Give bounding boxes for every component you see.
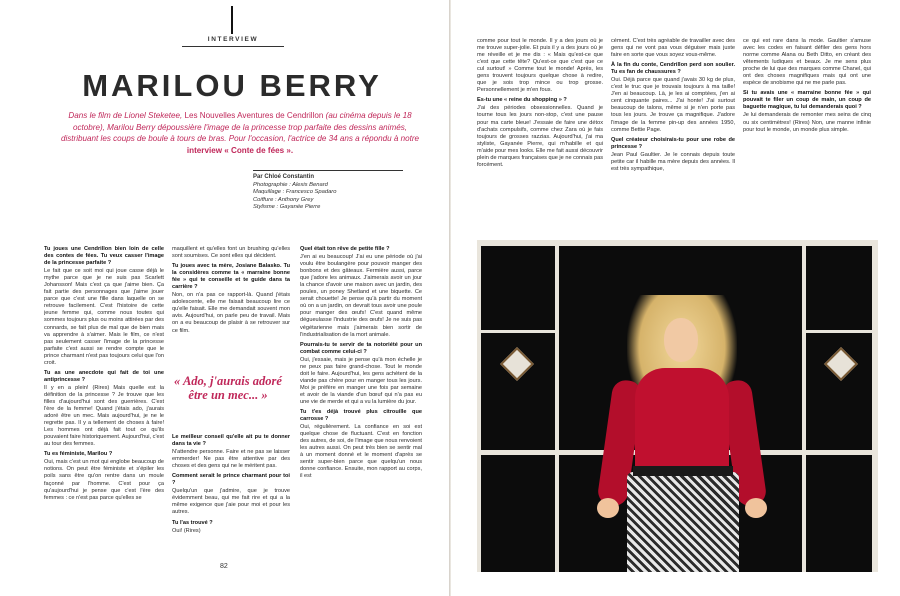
question: Es-tu une « reine du shopping » ?	[477, 97, 567, 104]
subject-belt	[633, 466, 733, 476]
answer: Il y en a plein! (Rires) Mais quelle est la définition de la princesse ? Je trouve que les filles d'aujourd'hui sont des guerrières. C'est l'ère de la femme! Quand j'étais ado, j'aurais adoré être un mec. Mais aujourd'hui, je ne le regrette pas. Il y a tellement de choses à faire! Les hommes ont déjà fait tout ce qu'ils pouvaient faire historiquement. Aujourd'hui, c'est au tour des femmes.	[44, 384, 164, 448]
text-column-1	[44, 246, 164, 566]
intro-part1: Dans le film de Lionel Steketee,	[68, 111, 185, 120]
subject-face	[664, 318, 698, 362]
photo-frame-left	[477, 240, 481, 572]
answer: Quelqu'un que j'admire, que je trouve évidemment beau, qui me fait rire et qui a la même exigence que j'aie pour moi et pour les autres.	[172, 488, 290, 516]
question: Tu t'es déjà trouvé plus citrouille que carrosse ?	[300, 409, 422, 423]
answer: cément. C'est très agréable de travailler avec des gens qui ne vont pas vous déguiser mais juste faire en sorte que vous soyez vous-même.	[611, 38, 735, 59]
credits-block	[253, 170, 403, 212]
question: Le meilleur conseil qu'elle ait pu te donner dans ta vie ?	[172, 434, 290, 448]
article-title: MARILOU BERRY	[82, 68, 382, 103]
question: Quel était ton rêve de petite fille ?	[300, 246, 390, 252]
answer: Je lui demanderais de remonter mes seins de cinq ou six centimètres! (Rires) Non, une manne infinie pour tout le monde, un monde plus simple.	[743, 112, 871, 133]
diamond-ornament-left	[500, 347, 534, 381]
photo-frame-top	[477, 240, 878, 246]
photo-frame-v1	[555, 240, 559, 572]
credit-style: Stylisme : Gayanée Pierre	[253, 204, 321, 210]
question: Tu joues avec ta mère, Josiane Balasko. Tu la considères comme ta « marraine bonne fée » qui te conseille et te guide dans ta carrière ?	[172, 263, 290, 291]
intro-film: Les Nouvelles Aventures de Cendrillon	[184, 111, 324, 120]
question: Tu l'as trouvé ?	[172, 519, 213, 526]
portrait-photo	[477, 240, 878, 572]
top-vertical-rule	[231, 6, 233, 34]
text-column-3	[300, 246, 422, 566]
pull-quote: « Ado, j'aurais adoré être un mec... »	[174, 374, 282, 402]
intro-strong: interview « Conte de fées ».	[186, 145, 294, 155]
answer: J'en ai eu beaucoup! J'ai eu une période où j'ai voulu être boulangère pour pouvoir manger des bonbons et des gâteaux. Fermière aussi, parce que j'adore les animaux. J'aimerais avoir un jour la chance d'avoir une maison avec un jardin, des poules, un poney Shetland et une biquette. Ce serait chouette! Je pense qu'à partir du moment où on a un jardin, on devrait tous avoir une poule pour manger des œufs! C'est quand même dégueulasse l'industrie des œufs! Je ne suis pas végétarienne mais j'aimerais bien sortir de l'industrialisation de la mort animale.	[300, 254, 422, 338]
credit-hair: Coiffure : Anthony Grey	[253, 196, 314, 203]
text-column-2-lower	[172, 434, 290, 564]
text-column-4	[477, 38, 603, 236]
photo-frame-right	[872, 240, 878, 572]
answer: Jean Paul Gaultier. Je le connais depuis toute petite car il habille ma mère depuis des années. Il est très sympathique,	[611, 151, 735, 172]
answer: N'attendre personne. Faire et ne pas se laisser emmerder! Ne pas être attentive par des choses et des gens qui ne le méritent pas.	[172, 449, 290, 470]
answer: comme pour tout le monde. Il y a des jours où je me trouve super-jolie. Et puis il y a des jours où je me réveille et je me dis : « Mais qu'est-ce que c'est que cette tête? Qu'est-ce que c'est que ce cul surtout! » Comme tout le monde! Après, les gens trouvent toujours quelque chose à redire, que je sois trop mince ou trop grosse. Personnellement je m'en fous.	[477, 38, 603, 94]
question: À la fin du conte, Cendrillon perd son soulier. Tu es fan de chaussures ?	[611, 62, 735, 76]
answer: Oui, mais c'est un mot qui englobe beaucoup de notions. On peut être féministe et s'épiler les poils sans être qu'on rentre dans un moule façonné par l'homme. C'est pour ça qu'aujourd'hui je pense que c'est l'ère des femmes : ce n'est pas parce qu'elles se	[44, 459, 164, 501]
left-page	[0, 0, 449, 596]
subject-hand-right	[745, 498, 767, 518]
question: Tu joues une Cendrillon bien loin de celle des contes de fées. Tu veux casser l'image de la princesse parfaite ?	[44, 246, 164, 267]
subject-hand-left	[597, 498, 619, 518]
answer: Oui. Déjà parce que quand j'avais 30 kg de plus, c'est le truc que je trouvais toujours à ma taille! J'en ai beaucoup. Là, je les ai comptées, j'en ai cent cinquante paires... J'ai honte! J'ai surtout beaucoup de talons, même si je n'en porte pas tous les jours. Je trouve ça magnifique. J'adore l'image de la femme pin-up des années 1950, comme Bettie Page.	[611, 77, 735, 133]
question: Tu es féministe, Marilou ?	[44, 451, 113, 458]
credit-photo: Photographie : Alexis Benard	[253, 181, 328, 188]
section-kicker: INTERVIEW	[207, 36, 259, 43]
question: Pourrais-tu te servir de ta notoriété pour un combat comme celui-ci ?	[300, 341, 422, 355]
photo-frame-h1	[477, 330, 557, 333]
credit-author: Par Chloé Constantin	[253, 174, 315, 180]
photo-frame-h2	[802, 330, 878, 333]
answer: J'ai des périodes obsessionnelles. Quand je tourne tous les jours non-stop, c'est une pause pour ma carte bleue! J'essaie de faire une détox d'achats compulsifs, comme chez Zara où je fais toujours de grosses razzias. Aujourd'hui, j'ai ma styliste, Gayanée Pierre, qui m'habille et qui m'aide pour mes looks. Elle me fait aussi découvrir plein de marques françaises que je ne connais pas forcément.	[477, 105, 603, 168]
text-column-2	[172, 246, 290, 364]
right-page	[451, 0, 900, 596]
answer: Oui, régulièrement. La confiance en soi est quelque chose de fluctuant. C'est en fonction des autres, de soi, de l'image que nous renvoient les autres aussi. On peut très bien se sentir mal à un moment donné et le moment d'après se sentir super-bien parce que quelqu'un nous donne confiance. Ensuite, mon rapport au corps, il est	[300, 424, 422, 480]
question: Tu as une anecdote qui fait de toi une antiprincesse ?	[44, 369, 164, 383]
diamond-ornament-right	[824, 347, 858, 381]
answer: Oui! (Rires)	[172, 527, 201, 534]
photo-frame-v2	[802, 240, 806, 572]
kicker-underline	[182, 46, 284, 47]
text-column-5	[611, 38, 735, 236]
subject-checked-skirt	[627, 472, 739, 572]
intro-part2: (au cinéma depuis le 18 octobre), Marilou Berry dépoussière l'image de la princesse trop parfaite des dessins animés, distribuant les coups de boule à tours de bras. Pour l'occasion, l'actrice de 34 ans a répondu à notre	[60, 111, 420, 143]
credit-makeup: Maquillage : Francesco Spadaro	[253, 189, 337, 195]
answer: Non, on n'a pas ce rapport-là. Quand j'étais adolescente, elle me faisait beaucoup lire ce qu'elle faisait. Elle me demandait souvent mon avis. Aujourd'hui, on parle peu de travail. Mais on a eu beaucoup de plaisir à se retrouver sur ce film.	[172, 292, 290, 334]
question: Comment serait le prince charmant pour toi ?	[172, 473, 290, 487]
page-number: 82	[220, 563, 228, 570]
text-column-6	[743, 38, 871, 236]
subject-red-blouse	[635, 368, 729, 476]
question: Si tu avais une « marraine bonne fée » qui pouvait te filer un coup de main, un coup de baguette magique, tu lui demanderais quoi ?	[743, 90, 871, 111]
question: Quel créateur choisirais-tu pour une robe de princesse ?	[611, 136, 735, 150]
answer: ce qui est rare dans la mode. Gaultier s'amuse avec les codes en faisant défiler des gens hors norme comme Alana ou Beth Ditto, en créant des vêtements ludiques et beaux. Je me sens plus proche de lui que des marques comme Chanel, qui ont des choses magnifiques mais qui ont une espèce de snobisme qui ne me parle pas.	[743, 38, 871, 87]
answer: Le fait que ce soit moi qui joue casse déjà le mythe parce que je ne suis pas Scarlett Johansson! Mais c'est ça que j'aime bien. Ça fait partie des personnages que j'aime jouer parce que c'est une fille dans laquelle on se retrouve facilement. C'est l'histoire de cette jeune femme qui, comme nous toutes qui sommes toujours plus ou moins attirées par des connards, se fait plus de mal que de bien mais va apprendre à s'aimer. Mais le film, ce n'est pas seulement casser l'image de la princesse parfaite c'est aussi se rendre compte que le prince charmant n'est pas toujours celui que l'on croit.	[44, 268, 164, 366]
article-intro	[60, 110, 420, 156]
answer: maquillent et qu'elles font un brushing qu'elles sont soumises. Ce sont elles qui décident.	[172, 246, 290, 260]
answer: Oui, j'essaie, mais je pense qu'à mon échelle je ne peux pas faire grand-chose. Tout le monde doit le faire. Aujourd'hui, les gens achètent de la viande pas chère pour en manger tous les jours. Moi je préfère en manger une fois par semaine et avoir de la viande d'un bœuf qui n'a pas eu une vie de merde et qui a vu la lumière du jour.	[300, 356, 422, 405]
